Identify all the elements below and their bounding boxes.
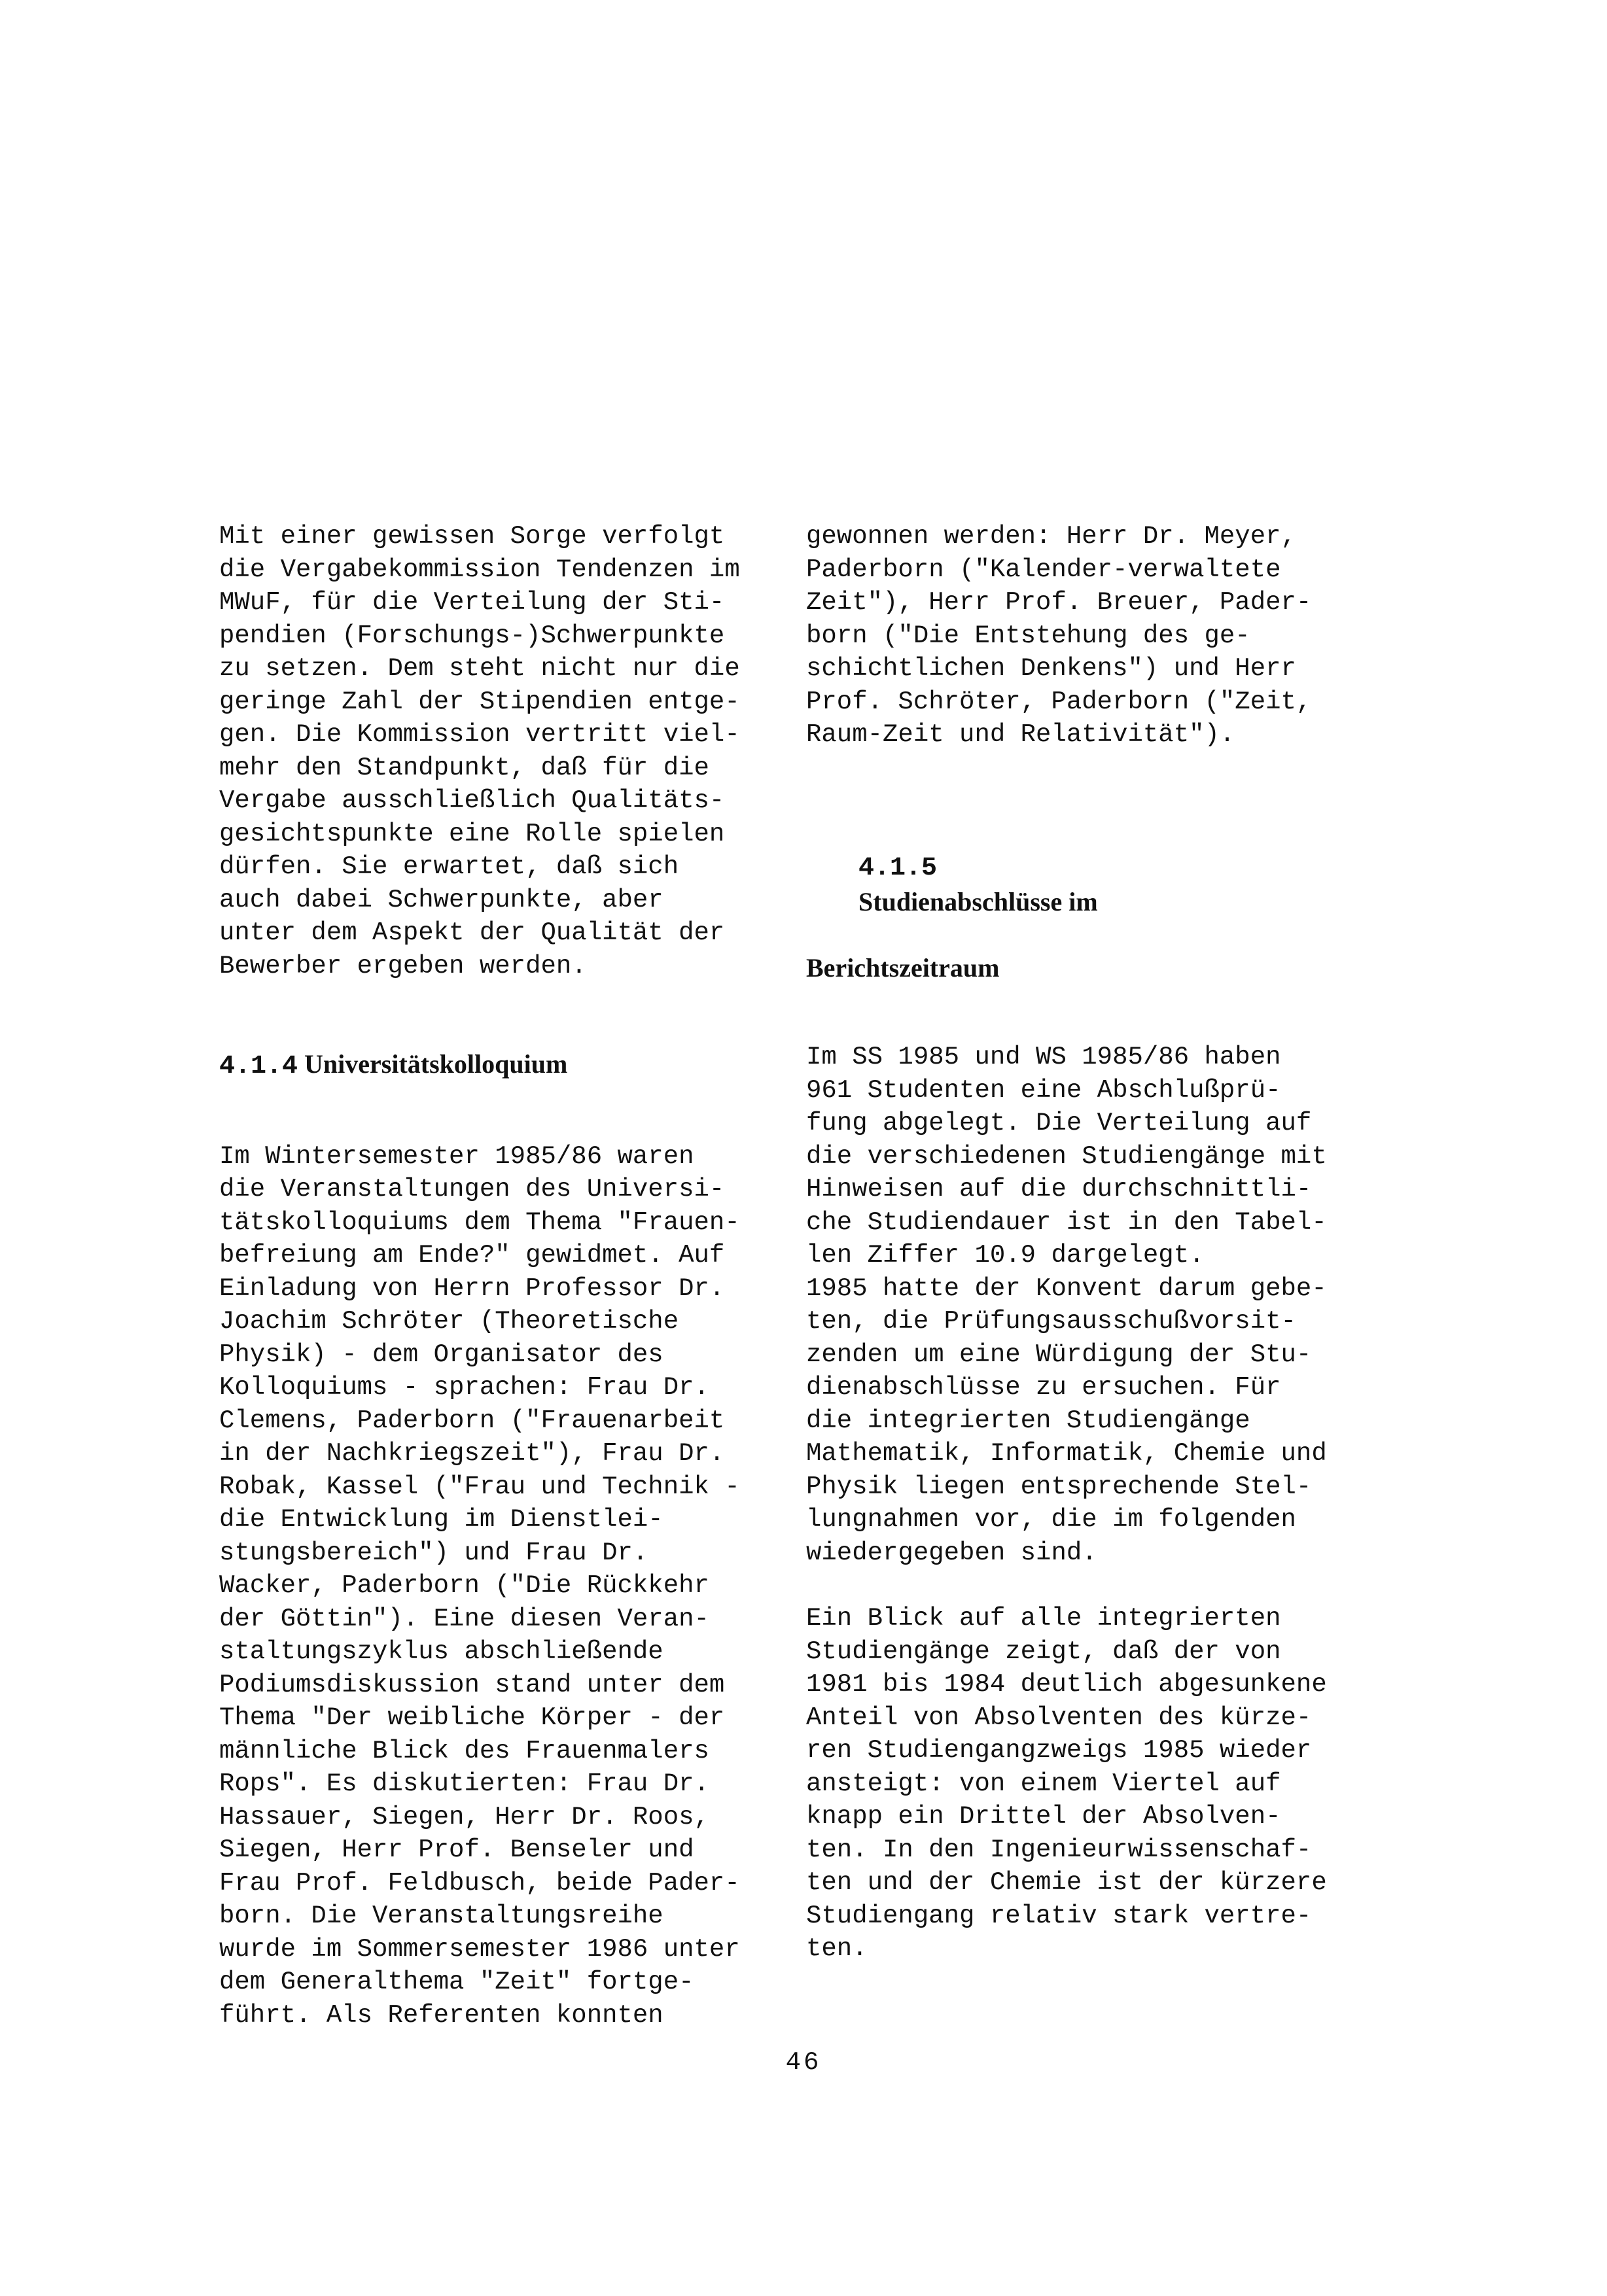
text-line: Studiengang relativ stark vertre- <box>806 1901 1312 1930</box>
text-line: Clemens, Paderborn ("Frauenarbeit <box>219 1406 725 1435</box>
text-line: gesichtspunkte eine Rolle spielen <box>219 819 725 848</box>
text-line: ten. In den Ingenieurwissenschaf- <box>806 1835 1312 1864</box>
text-line: staltungszyklus abschließende <box>219 1637 663 1666</box>
text-line: Ein Blick auf alle integrierten <box>806 1604 1281 1633</box>
section-heading-4-1-4 <box>219 1048 795 1084</box>
section-number: 4.1.4 <box>219 1052 298 1081</box>
text-line: ten und der Chemie ist der kürzere <box>806 1868 1327 1897</box>
text-line: Hassauer, Siegen, Herr Dr. Roos, <box>219 1802 709 1832</box>
text-line: Podiumsdiskussion stand unter dem <box>219 1670 725 1699</box>
text-line: Einladung von Herrn Professor Dr. <box>219 1274 725 1303</box>
text-line: pendien (Forschungs-)Schwerpunkte <box>219 621 725 650</box>
text-line: Vergabe ausschließlich Qualitäts- <box>219 786 725 815</box>
text-line: 1985 hatte der Konvent darum gebe- <box>806 1274 1327 1303</box>
text-line: lungnahmen vor, die im folgenden <box>806 1505 1296 1534</box>
text-line: born ("Die Entstehung des ge- <box>806 621 1250 650</box>
text-line: ansteigt: von einem Viertel auf <box>806 1769 1281 1798</box>
text-line: Prof. Schröter, Paderborn ("Zeit, <box>806 687 1312 716</box>
text-line: auch dabei Schwerpunkte, aber <box>219 885 663 914</box>
page-number: 46 <box>785 2048 822 2077</box>
text-line: gen. Die Kommission vertritt viel- <box>219 720 740 749</box>
text-line: führt. Als Referenten konnten <box>219 2000 663 2030</box>
section-title: Universitätskolloquium <box>304 1049 568 1079</box>
text-line: dürfen. Sie erwartet, daß sich <box>219 852 679 881</box>
text-line: die integrierten Studiengänge <box>806 1406 1250 1435</box>
text-line: tätskolloquiums dem Thema "Frauen- <box>219 1208 740 1237</box>
text-line: Physik liegen entsprechende Stel- <box>806 1472 1312 1501</box>
text-line: 961 Studenten eine Abschlußprü- <box>806 1075 1281 1105</box>
text-line: Anteil von Absolventen des kürze- <box>806 1703 1312 1732</box>
paragraph-referenten <box>806 520 1382 752</box>
text-line: die verschiedenen Studiengänge mit <box>806 1141 1327 1171</box>
text-line: wiedergegeben sind. <box>806 1538 1097 1567</box>
text-line: Siegen, Herr Prof. Benseler und <box>219 1835 694 1864</box>
text-line: dienabschlüsse zu ersuchen. Für <box>806 1373 1281 1402</box>
text-line: die Entwicklung im Dienstlei- <box>219 1505 663 1534</box>
text-line: der Göttin"). Eine diesen Veran- <box>219 1604 709 1633</box>
text-line: befreiung am Ende?" gewidmet. Auf <box>219 1241 725 1270</box>
text-line: Studiengänge zeigt, daß der von <box>806 1637 1281 1666</box>
text-line: che Studiendauer ist in den Tabel- <box>806 1208 1327 1237</box>
text-line: 1981 bis 1984 deutlich abgesunkene <box>806 1670 1327 1699</box>
text-line: die Vergabekommission Tendenzen im <box>219 555 740 584</box>
text-line: Mathematik, Informatik, Chemie und <box>806 1439 1327 1468</box>
text-line: born. Die Veranstaltungsreihe <box>219 1902 663 1930</box>
paragraph-universitaetskolloquium <box>219 1140 795 2032</box>
text-line: Kolloquiums - sprachen: Frau Dr. <box>219 1373 709 1402</box>
text-line: dem Generalthema "Zeit" fortge- <box>219 1968 694 1996</box>
section-title-line-2: Berichtszeitraum <box>806 952 1000 983</box>
text-line: knapp ein Drittel der Absolven- <box>806 1802 1281 1831</box>
text-line: ten. <box>806 1934 868 1963</box>
text-line: Wacker, Paderborn ("Die Rückkehr <box>219 1571 709 1600</box>
text-line: Mit einer gewissen Sorge verfolgt <box>219 522 725 551</box>
text-line: Bewerber ergeben werden. <box>219 951 587 981</box>
text-line: len Ziffer 10.9 dargelegt. <box>806 1241 1205 1270</box>
text-line: stungsbereich") und Frau Dr. <box>219 1538 648 1567</box>
text-line: Joachim Schröter (Theoretische <box>219 1307 679 1336</box>
text-line: MWuF, für die Verteilung der Sti- <box>219 588 725 617</box>
text-line: in der Nachkriegszeit"), Frau Dr. <box>219 1439 725 1468</box>
text-line: Raum-Zeit und Relativität"). <box>806 720 1235 749</box>
paragraph-integrierte-studiengaenge <box>806 1602 1382 1966</box>
section-heading-4-1-5 <box>806 817 1382 985</box>
text-line: gewonnen werden: Herr Dr. Meyer, <box>806 522 1296 551</box>
text-line: Thema "Der weibliche Körper - der <box>219 1703 725 1732</box>
text-line: geringe Zahl der Stipendien entge- <box>219 687 740 716</box>
text-line: mehr den Standpunkt, daß für die <box>219 753 709 782</box>
text-line: unter dem Aspekt der Qualität der <box>219 918 725 947</box>
text-line: zenden um eine Würdigung der Stu- <box>806 1340 1312 1369</box>
text-line: ren Studiengangzweigs 1985 wieder <box>806 1736 1312 1765</box>
paragraph-vergabekommission <box>219 520 795 983</box>
text-line: Im Wintersemester 1985/86 waren <box>219 1141 694 1171</box>
section-title-line-1: Studienabschlüsse im <box>858 886 1098 916</box>
text-line: männliche Blick des Frauenmalers <box>219 1736 709 1765</box>
paragraph-studienabschluesse <box>806 1041 1382 1569</box>
text-line: zu setzen. Dem steht nicht nur die <box>219 654 740 683</box>
text-line: Paderborn ("Kalender-verwaltete <box>806 555 1281 584</box>
text-line: fung abgelegt. Die Verteilung auf <box>806 1109 1312 1138</box>
text-line: wurde im Sommersemester 1986 unter <box>219 1934 740 1964</box>
left-column <box>219 520 795 2032</box>
text-line: schichtlichen Denkens") und Herr <box>806 654 1296 683</box>
text-line: Im SS 1985 und WS 1985/86 haben <box>806 1043 1281 1071</box>
right-column <box>806 520 1382 1966</box>
text-line: Frau Prof. Feldbusch, beide Pader- <box>219 1868 740 1898</box>
text-line: Hinweisen auf die durchschnittli- <box>806 1175 1312 1204</box>
text-line: Physik) - dem Organisator des <box>219 1340 663 1369</box>
text-line: Robak, Kassel ("Frau und Technik - <box>219 1472 740 1501</box>
text-line: die Veranstaltungen des Universi- <box>219 1175 725 1204</box>
text-line: Zeit"), Herr Prof. Breuer, Pader- <box>806 588 1312 617</box>
text-line: ten, die Prüfungsausschußvorsit- <box>806 1307 1296 1336</box>
section-number: 4.1.5 <box>858 854 938 883</box>
text-line: Rops". Es diskutierten: Frau Dr. <box>219 1769 709 1798</box>
